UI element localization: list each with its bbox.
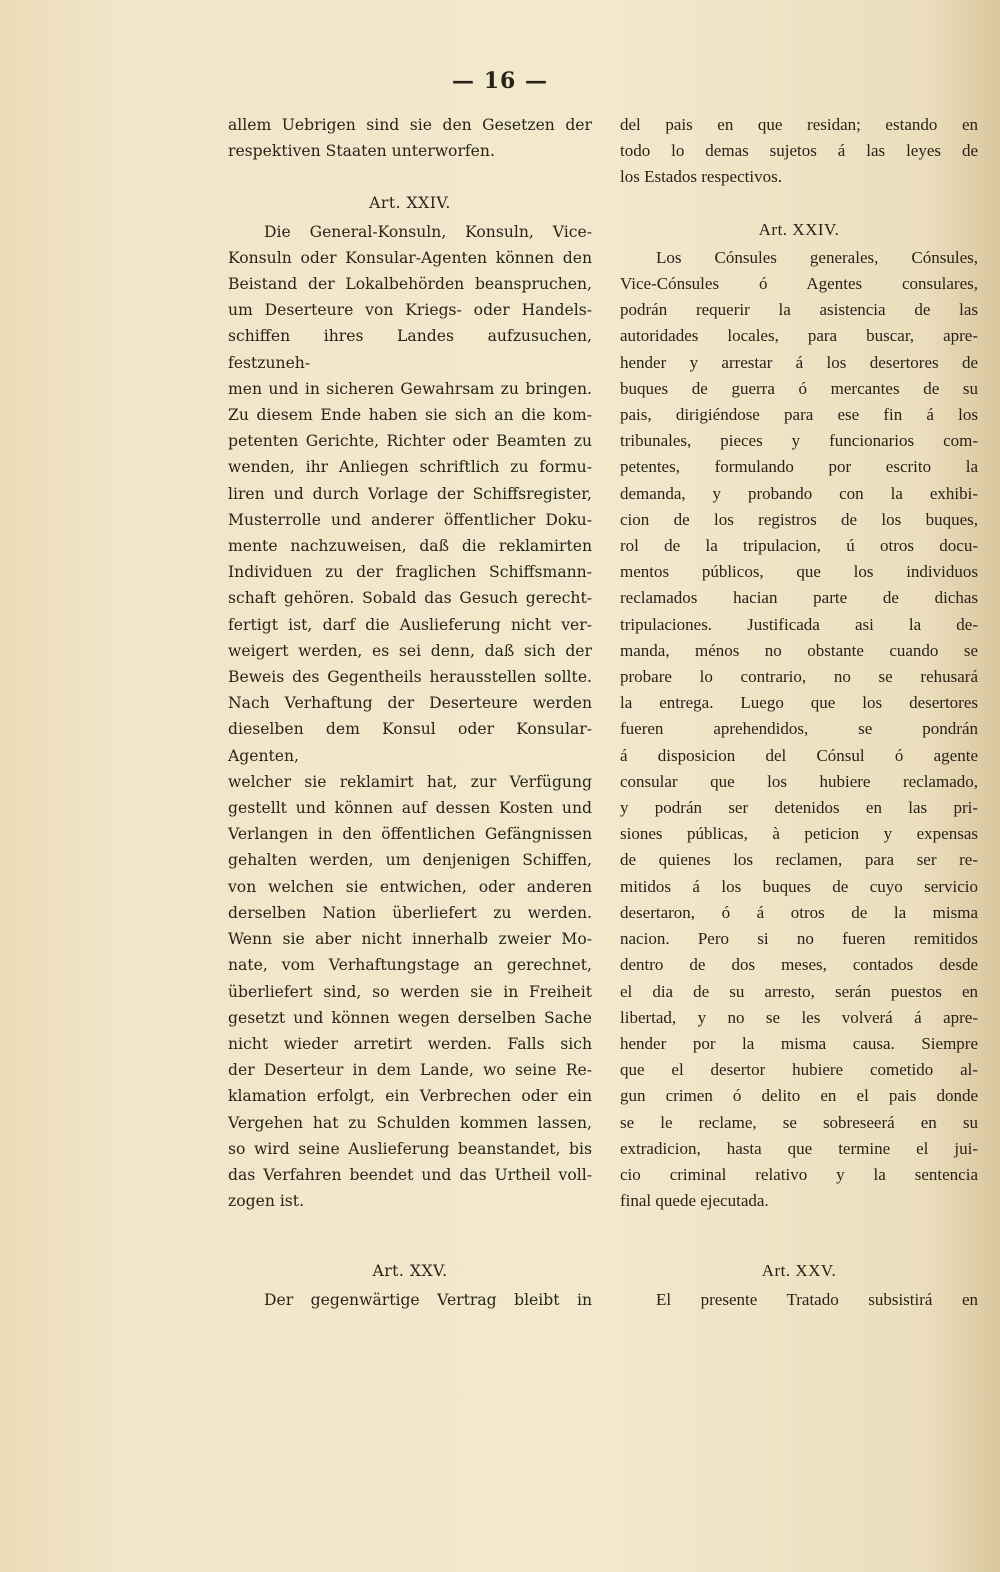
german-text-line: mente nachzuweisen, daß die reklamirten [228,537,592,556]
spanish-text-line: de quienes los reclamen, para ser re- [620,850,978,870]
german-text-line: gestellt und können auf dessen Kosten und [228,799,592,818]
spanish-text-line: podrán requerir la asistencia de las [620,300,978,320]
spanish-text-line: se le reclame, se sobreseerá en su [620,1112,978,1132]
german-text-line: Zu diesem Ende haben sie sich an die kom- [228,406,592,425]
spanish-art25-heading: Art. XXV. [761,1261,837,1281]
german-text-line: Musterrolle und anderer öffentlicher Doku- [228,510,592,529]
spanish-text-line: hender y arrestar á los desertores de [620,352,978,372]
spanish-art24-body [620,245,978,1215]
spanish-text-line: probare lo contrario, no se rehusará [620,667,978,687]
german-text-line: Verlangen in den öffentlichen Gefängnissen [228,825,592,844]
spanish-text-line: libertad, y no se les volverá á apre- [620,1007,978,1027]
spanish-text-line: la entrega. Luego que los desertores [620,693,978,713]
spanish-text-line: mitidos á los buques de cuyo servicio [620,876,978,896]
spanish-text-line: cion de los registros de los buques, [620,509,978,529]
german-text-line: Konsuln oder Konsular-Agenten können den [228,248,592,267]
spanish-text-line: desertaron, ó á otros de la misma [620,902,978,922]
german-text-line: gehalten werden, um denjenigen Schiffen, [228,851,592,870]
german-text-line: welcher sie reklamirt hat, zur Verfügung [228,772,592,791]
spanish-text-line: Vice-Cónsules ó Agentes consulares, [620,274,978,294]
spanish-text-line: mentos públicos, que los individuos [620,562,978,582]
spanish-text-line: pais, dirigiéndose para ese fin á los [620,405,978,425]
german-text-line: gesetzt und können wegen derselben Sache [228,1008,592,1027]
german-text-line: liren und durch Vorlage der Schiffsregister, [228,484,592,503]
german-text-line: allem Uebrigen sind sie den Gesetzen der [228,116,592,134]
spanish-text-line: extradicion, hasta que termine el jui- [620,1138,978,1158]
german-text-line: wenden, ihr Anliegen schriftlich zu formu- [228,458,592,477]
german-text-line: dieselben dem Konsul oder Konsular-Agenten, [228,720,592,765]
page-number: — 16 — [452,68,548,94]
german-text-line: so wird seine Auslieferung beanstandet, bis [228,1139,592,1158]
german-text-line: fertigt ist, darf die Auslieferung nicht ver- [228,615,592,634]
german-text-line: klamation erfolgt, ein Verbrechen oder ein [228,1087,592,1106]
spanish-text-line: siones públicas, à peticion y expensas [620,824,978,844]
german-text-line: Wenn sie aber nicht innerhalb zweier Mo- [228,930,592,949]
german-art25-heading: Art. XXV. [372,1262,448,1281]
german-text-line: respektiven Staaten unterworfen. [228,142,495,161]
german-text-line: der Deserteur in dem Lande, wo seine Re- [228,1061,592,1080]
spanish-text-line: tribunales, pieces y funcionarios com- [620,431,978,451]
spanish-text-line: gun crimen ó delito en el pais donde [620,1086,978,1106]
spanish-text-line: buques de guerra ó mercantes de su [620,378,978,398]
german-text-line: schaft gehören. Sobald das Gesuch gerecht- [228,589,592,608]
spanish-text-line: los Estados respectivos. [620,167,782,187]
spanish-text-line: Los Cónsules generales, Cónsules, [656,247,978,267]
spanish-text-line: cio criminal relativo y la sentencia [620,1164,978,1184]
german-text-line: nicht wieder arretirt werden. Falls sich [228,1034,592,1053]
spanish-text-line: el dia de su arresto, serán puestos en [620,981,978,1001]
german-text-line: Individuen zu der fraglichen Schiffsmann- [228,563,592,582]
spanish-art24-heading: Art. XXIV. [758,219,840,239]
spanish-text-line: demanda, y probando con la exhibi- [620,483,978,503]
german-column [228,112,592,1313]
spanish-text-line: todo lo demas sujetos á las leyes de [620,141,978,161]
german-text-line: Die General-Konsuln, Konsuln, Vice- [264,222,592,241]
german-text-line: derselben Nation überliefert zu werden. [228,903,592,922]
spanish-text-line: que el desertor hubiere cometido al- [620,1060,978,1080]
spanish-text-line: nacion. Pero si no fueren remitidos [620,929,978,949]
german-art24-heading: Art. XXIV. [369,194,451,213]
spanish-column [620,112,978,1313]
spanish-text-line: manda, ménos no obstante cuando se [620,640,978,660]
german-text-line: Nach Verhaftung der Deserteure werden [228,694,592,713]
spanish-text-line: tripulaciones. Justificada asi la de- [620,614,978,634]
german-text-line: Vergehen hat zu Schulden kommen lassen, [228,1113,592,1132]
spanish-intro [620,112,978,191]
german-art25-line: Der gegenwärtige Vertrag bleibt in [264,1290,592,1309]
german-text-line: überliefert sind, so werden sie in Freiheit [228,982,592,1001]
spanish-text-line: del pais en que residan; estando en [620,115,978,134]
german-text-line: Beistand der Lokalbehörden beanspruchen, [228,275,592,294]
spanish-text-line: y podrán ser detenidos en las pri- [620,798,978,818]
spanish-text-line: reclamados hacian parte de dichas [620,588,978,608]
spanish-text-line: fueren aprehendidos, se pondrán [620,719,978,739]
spanish-text-line: dentro de dos meses, contados desde [620,955,978,975]
german-text-line: men und in sicheren Gewahrsam zu bringen. [228,379,592,398]
german-text-line: um Deserteure von Kriegs- oder Handels- [228,301,592,320]
german-art24-body [228,219,592,1215]
spanish-text-line: consular que los hubiere reclamado, [620,771,978,791]
spanish-text-line: rol de la tripulacion, ú otros docu- [620,536,978,556]
german-text-line: von welchen sie entwichen, oder anderen [228,877,592,896]
german-text-line: Beweis des Gegentheils herausstellen sollte. [228,668,592,687]
german-text-line: zogen ist. [228,1192,305,1211]
german-text-line: petenten Gerichte, Richter oder Beamten zu [228,432,592,451]
spanish-text-line: á disposicion del Cónsul ó agente [620,745,978,765]
spanish-art25-line: El presente Tratado subsistirá en [656,1289,978,1309]
spanish-text-line: autoridades locales, para buscar, apre- [620,326,978,346]
spanish-text-line: petentes, formulando por escrito la [620,457,978,477]
german-text-line: nate, vom Verhaftungstage an gerechnet, [228,956,592,975]
german-intro [228,112,592,164]
spanish-text-line: final quede ejecutada. [620,1191,769,1211]
german-text-line: schiffen ihres Landes aufzusuchen, festzuneh- [228,327,592,372]
german-text-line: weigert werden, es sei denn, daß sich der [228,641,592,660]
german-text-line: das Verfahren beendet und das Urtheil voll- [228,1165,592,1184]
spanish-text-line: hender por la misma causa. Siempre [620,1033,978,1053]
